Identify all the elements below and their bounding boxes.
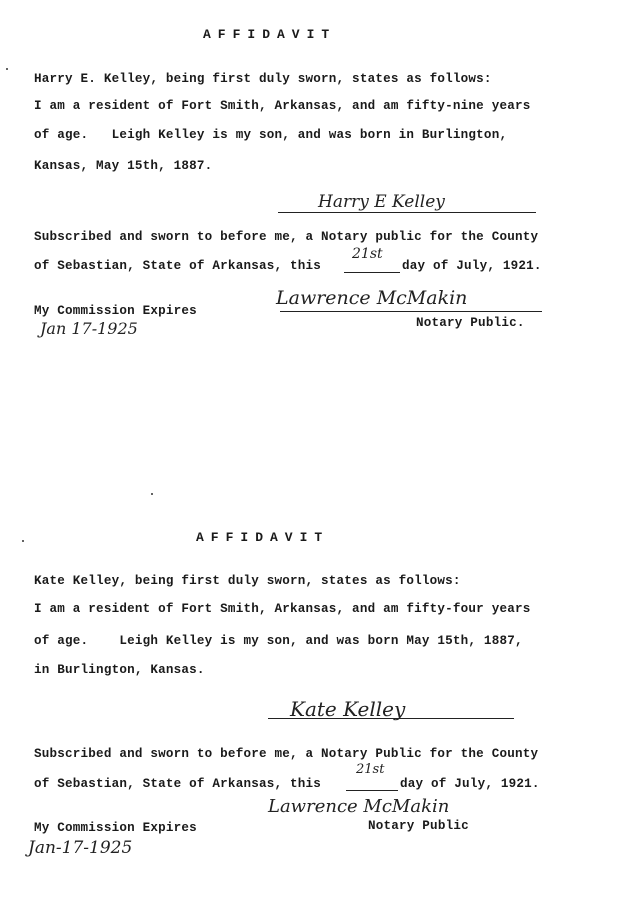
speck: [6, 68, 8, 70]
affidavit-1-line-2: I am a resident of Fort Smith, Arkansas, and am fifty-nine years: [34, 99, 531, 113]
affidavit-1-heading: AFFIDAVIT: [203, 27, 337, 42]
notary-2-signature: Lawrence McMakin: [268, 796, 450, 817]
affidavit-1-subscribed-line-2b: day of July, 1921.: [402, 259, 542, 273]
affidavit-2-commission-date: Jan-17-1925: [28, 838, 133, 858]
affidavit-1-subscribed-line-1: Subscribed and sworn to before me, a Notary public for the County: [34, 230, 539, 244]
affidavit-2-subscribed-line-1: Subscribed and sworn to before me, a Notary Public for the County: [34, 747, 539, 761]
affidavit-2-line-1: Kate Kelley, being first duly sworn, states as follows:: [34, 574, 461, 588]
affidavit-2-subscribed-line-2b: day of July, 1921.: [400, 777, 540, 791]
speck: [151, 493, 153, 495]
affidavit-1-commission-date: Jan 17-1925: [40, 319, 138, 338]
notary-1-signature-line: [280, 311, 542, 312]
affidavit-1-notary-label: Notary Public.: [416, 316, 525, 330]
affidavit-1-line-3: of age. Leigh Kelley is my son, and was born in Burlington,: [34, 128, 508, 142]
affidavit-1-day-blank: [344, 272, 400, 273]
affidavit-1-day-handwritten: 21st: [352, 246, 383, 262]
affiant-2-signature-line: [268, 718, 514, 719]
affiant-1-signature: Harry E Kelley: [318, 192, 445, 212]
affidavit-2-day-blank: [346, 790, 398, 791]
affidavit-2-heading: AFFIDAVIT: [196, 530, 330, 545]
affidavit-2-day-handwritten: 21st: [356, 762, 385, 777]
affiant-1-signature-line: [278, 212, 536, 213]
affidavit-1-commission-label: My Commission Expires: [34, 304, 197, 318]
notary-1-signature: Lawrence McMakin: [276, 287, 468, 309]
speck: [22, 540, 24, 542]
affidavit-1-line-1: Harry E. Kelley, being first duly sworn, states as follows:: [34, 72, 492, 86]
affidavit-2-commission-label: My Commission Expires: [34, 821, 197, 835]
affidavit-2-subscribed-line-2a: of Sebastian, State of Arkansas, this: [34, 777, 322, 791]
affidavit-2-line-2: I am a resident of Fort Smith, Arkansas, and am fifty-four years: [34, 602, 531, 616]
affiant-2-signature: Kate Kelley: [290, 697, 406, 721]
affidavit-2-line-3: of age. Leigh Kelley is my son, and was born May 15th, 1887,: [34, 634, 523, 648]
affidavit-2-line-4: in Burlington, Kansas.: [34, 663, 205, 677]
affidavit-1-line-4: Kansas, May 15th, 1887.: [34, 159, 213, 173]
affidavit-2-notary-label: Notary Public: [368, 819, 469, 833]
affidavit-1-subscribed-line-2a: of Sebastian, State of Arkansas, this: [34, 259, 322, 273]
